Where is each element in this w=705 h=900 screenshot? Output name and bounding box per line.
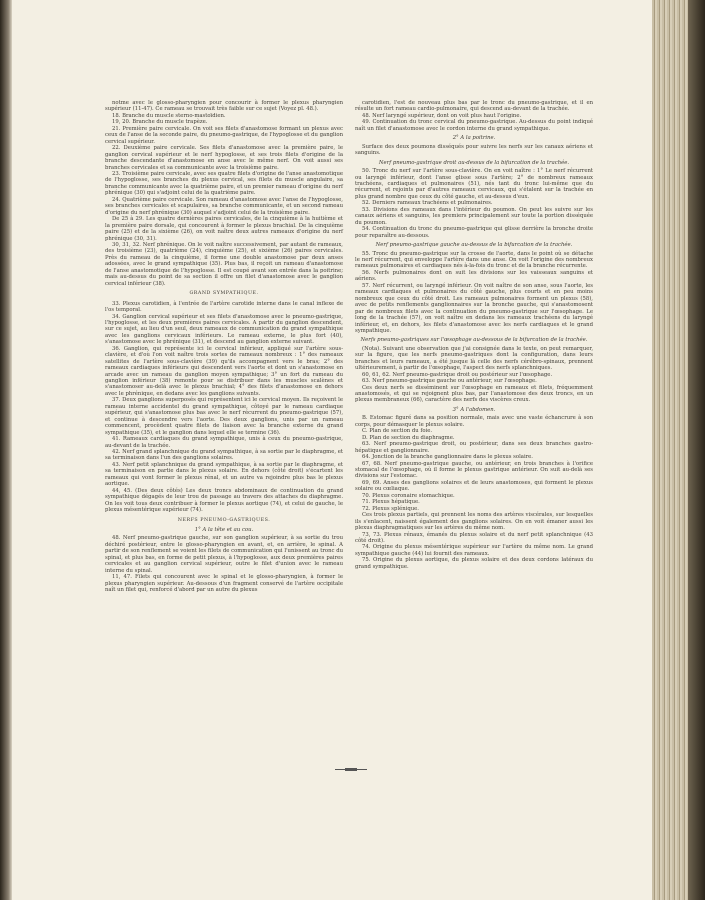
section-heading: NERFS PNEUMO-GASTRIQUES. — [177, 517, 271, 523]
paragraph: Ces deux nerfs se disséminent sur l'œsophage en rameaux et filets, fréquemment anastomosés, et qui se rejoignent plus bas, par l'anastomose des deux troncs, en un plexus membraneux (66), caractère des nerfs des viscères creux. — [355, 384, 593, 404]
section-heading: 2° A la poitrine. — [452, 135, 496, 142]
paragraph: 63. Nerf pneumo-gastrique gauche ou antérieur, sur l'œsophage. — [362, 378, 537, 385]
paragraph: C. Plan de section du foie. — [362, 428, 433, 435]
paragraph: 19, 20. Branche du muscle trapèze. — [112, 119, 208, 126]
paragraph: 54. Continuation du tronc du pneumo-gastrique qui glisse derrière la bronche droite pour reparaître au-dessous. — [355, 226, 593, 239]
paragraph: 64. Jonction de la branche ganglionnaire dans le plexus solaire. — [362, 454, 533, 461]
paragraph: 60, 61, 62. Nerf pneumo-gastrique droit ou postérieur sur l'œsophage. — [362, 371, 553, 378]
end-ornament-rule — [335, 769, 367, 770]
paragraph: D. Plan de section du diaphragme. — [362, 434, 455, 441]
paragraph: 69, 69. Anses des ganglions solaires et de leurs anastomoses, qui forment le plexus solaire ou cœliaque. — [355, 479, 593, 493]
paragraph: 71. Plexus hépatique. — [362, 499, 420, 506]
paragraph: 24. Quatrième paire cervicale. Son rameau d'anastomose avec l'anse de l'hypoglosse, ses branches cervicales et scapulaires, sa branche communicante, et un second rameau d'origine du nerf phrénique (30) auquel s'adjoint celui de la troisième paire. — [105, 196, 343, 216]
paragraph: 36. Ganglion, qui représente ici le cervical inférieur, appliqué sur l'artère sous-clavière, et d'où l'on voit naître trois sortes de rameaux nombreux : 1° des rameaux satellites de l'artère sous-clavière (39) qu'ils accompagnent vers le bras; 2° des rameaux cardiaques inférieurs qui descendent vers l'aorte et dont un s'anastomose en arcade avec un rameau du ganglion moyen sympathique; 3° un fort du rameau du ganglion inférieur (38) remonte pour se distribuer dans les muscles scalènes et s'anastomoser au-delà avec le plexus brachial; 4° des filets d'anastomose en dehors avec le phrénique, en dedans avec les ganglions suivants. — [105, 345, 343, 397]
paragraph: 56. Nerfs pulmonaires dont on suit les divisions sur les vaisseaux sanguins et aériens. — [355, 269, 593, 283]
paragraph: 18. Branche du muscle sterno-mastoïdien. — [112, 112, 226, 119]
paragraph: 11, 47. Filets qui concourent avec le spinal et le glosso-pharyngien, à former le plexus pharyngien supérieur. Au-dessous d'un fragment conservé de l'artère occipitale naît un filet qui, renforcé d'abord par un autre du plexus — [105, 574, 343, 594]
left-text-column — [105, 100, 343, 594]
paragraph: 41. Rameaux cardiaques du grand sympathique, unis à ceux du pneumo-gastrique, au-devant de la trachée. — [105, 436, 343, 449]
paragraph: 75. Origine du plexus aortique, du plexus solaire et des deux cordons latéraux du grand sympathique. — [355, 557, 593, 570]
paragraph: 57. Nerf récurrent, ou laryngé inférieur. On voit naître de son anse, sous l'aorte, les rameaux cardiaques et pulmonaires du côté gauche, plus courts et en peu moins nombreux que ceux du côté droit. Les rameaux pulmonaires forment un plexus (58), avec de petits renflements ganglionnaires sur la bronche gauche, qui s'anastomosent par de nombreux filets avec la continuation du pneumo-gastrique sur l'œsophage. Le long de la trachée (57), on voit naître en dedans les rameaux trachéens du laryngé inférieur, et, en dehors, les filets d'anastomose avec les nerfs cardiaques et le grand sympathique. — [355, 282, 593, 334]
section-heading: Nerfs pneumo-gastriques sur l'œsophage au-dessous de la bifurcation de la trachée. — [360, 337, 588, 344]
paragraph: B. Estomac figuré dans sa position normale, mais avec une vaste échancrure à son corps, pour démasquer le plexus solaire. — [355, 415, 593, 428]
section-heading: 1° A la tête et au cou. — [194, 527, 254, 533]
paragraph: 43. Nerf petit splanchnique du grand sympathique, à sa sortie par le diaphragme, et sa terminaison en partie dans le plexus solaire. En dehors (côté droit) s'écartent les rameaux qui vont former le plexus rénal, et un autre va rejoindre plus bas le plexus aortique. — [105, 461, 343, 488]
book-cover-edge — [688, 0, 705, 900]
paragraph: 42. Nerf grand splanchnique du grand sympathique, à sa sortie par le diaphragme, et sa terminaison dans l'un des ganglions solaires. — [105, 449, 343, 462]
paragraph: 49. Continuation du tronc cervical du pneumo-gastrique. Au-dessus du point indiqué naît un filet d'anastomose avec le cordon interne du grand sympathique. — [355, 119, 593, 132]
section-heading: Nerf pneumo-gastrique droit au-dessus de la bifurcation de la trachée. — [378, 159, 570, 166]
paragraph: (Nota). Suivant une observation que j'ai consignée dans le texte, on peut remarquer, sur la figure, que les nerfs pneumo-gastriques dont la configuration, dans leurs branches et leurs rameaux, a été jusque là celle des nerfs cérébro-spinaux, prennent ultérieurement, à partir de l'œsophage, l'aspect des nerfs splanchniques. — [355, 345, 593, 372]
binding-gutter — [0, 0, 12, 900]
paragraph: 34. Ganglion cervical supérieur et ses filets d'anastomose avec le pneumo-gastrique, l'hypoglosse, et les deux premières paires cervicales. A partir du ganglion descendent, sur ce sujet, au lieu d'un seul, deux rameaux de communication du grand sympathique avec les ganglions cervicaux inférieurs. Le rameau externe, le plus fort (40), s'anastomose avec le phrénique (31), et descend au ganglion externe suivant. — [105, 313, 343, 346]
paragraph: 23. Troisième paire cervicale, avec ses quatre filets d'origine de l'anse anastomotique de l'hypoglosse, ses branches du plexus cervical, ses filets du muscle angulaire, sa branche communicante avec la quatrième paire, et un premier rameau d'origine du nerf phrénique (30) qui s'adjoint celui de la quatrième paire. — [105, 170, 343, 197]
section-heading: GRAND SYMPATHIQUE. — [189, 291, 259, 297]
paragraph: 37. Deux ganglions superposés qui représentent ici le cervical moyen. Ils reçoivent le rameau interne accidentel du grand sympathique, côtoyé par le rameau cardiaque supérieur, qui s'anastomose plus bas avec le nerf récurrent du pneumo-gastrique (57), et continue à descendre vers l'aorte. Des deux ganglions, unis par un rameau commencent, procèdent quatre filets de liaison avec la branche externe du grand sympathique (35), et le ganglion dans lequel elle se termine (36). — [105, 397, 343, 436]
paragraph: 53. Divisions des rameaux dans l'intérieur du poumon. On peut les suivre sur les canaux aériens et sanguins, les premiers principalement sur toute la portion disséquée du poumon. — [355, 206, 593, 226]
paragraph: 50. Tronc du nerf sur l'artère sous-clavière. On en voit naître : 1° Le nerf récurrent ou laryngé inférieur, dont l'anse glisse sous l'artère; 2° de nombreux rameaux trachéens, cardiaques et pulmonaires (51), nés tant du tronc lui-même que du récurrent, et rejoints par d'autres rameaux cervicaux, qui s'étalent sur la trachée en plus grand nombre que ceux du côté gauche, et au-dessus d'eux. — [355, 168, 593, 200]
section-heading: Nerf pneumo-gastrique gauche au-dessus de la bifurcation de la trachée. — [375, 242, 573, 249]
paragraph: 73, 73. Plexus rénaux, émanés du plexus solaire et du nerf petit splanchnique (43 côté droit). — [355, 531, 593, 544]
paragraph: notme avec le glosso-pharyngien pour concourir à former le plexus pharyngien supérieur (11-47). Ce rameau se trouvait très faible sur ce sujet (Voyez pl. 48.). — [105, 100, 343, 113]
paragraph: Ces trois plexus partiels, qui prennent les noms des artères viscérales, sur lesquelles ils s'enlacent, naissent également des ganglions solaires. On en voit émaner aussi les plexus diaphragmatiques sur les artères du même nom. — [355, 512, 593, 532]
paragraph: 55. Tronc du pneumo-gastrique sur la crosse de l'aorte, dans le point où se détache le nerf récurrent, qui enveloppe l'artère dans une anse. On voit l'origine des nombreux rameaux pulmonaires et cardiaques nés à-la-fois du tronc et de la branche récurrente. — [355, 250, 593, 270]
paragraph: 30, 31, 32. Nerf phrénique. On le voit naître successivement, par autant de rameaux, des troisième (23), quatrième (24), cinquième (25), et sixième (26) paires cervicales. Près du rameau de la cinquième, il forme une double anastomose par deux anses adossées, avec le grand sympathique (35). Plus bas, il reçoit un rameau d'anastomose de l'anse anastomotique de l'hypoglosse. Il est coupé avant son entrée dans la poitrine; mais au-dessus du point de sa section il offre un filet d'anastomose avec le ganglion cervical inférieur (38). — [105, 241, 343, 287]
paragraph: 72. Plexus splénique. — [362, 505, 419, 512]
paragraph: 70. Plexus coronaire stomachique. — [362, 492, 455, 499]
paragraph: 67, 68. Nerf pneumo-gastrique gauche, ou antérieur, en trois branches à l'orifice stomacal de l'œsophage, où il forme le plexus gastrique antérieur. On suit au-delà ses divisions sur l'estomac. — [355, 460, 593, 480]
paragraph: Surface des deux poumons disséqués pour suivre les nerfs sur les canaux aériens et sanguins. — [355, 143, 593, 157]
paragraph: carotidien, l'est de nouveau plus bas par le tronc du pneumo-gastrique, et il en résulte un fort rameau cardio-pulmonaire, qui descend au-devant de la trachée. — [355, 100, 593, 113]
paragraph: 52. Derniers rameaux trachéens et pulmonaires. — [362, 200, 493, 207]
paragraph: 44, 45. (Des deux côtés) Les deux troncs abdominaux de continuation du grand sympathique dégagés de leur trou de passage au travers des attaches du diaphragme. On les voit tous deux contribuer à former le plexus aortique (74), et celui de gauche, le plexus mésentérique supérieur (74). — [105, 487, 343, 514]
paragraph: 63. Nerf pneumo-gastrique droit, ou postérieur, dans ses deux branches gastro-hépatique et ganglionnaire. — [355, 441, 593, 454]
paragraph: 74. Origine du plexus mésentérique supérieur sur l'artère du même nom. Le grand sympathique gauche (44) lui fournit des rameaux. — [355, 544, 593, 557]
right-text-column — [355, 100, 593, 570]
paragraph: De 25 à 29. Les quatre dernières paires cervicales, de la cinquième à la huitième et la première paire dorsale, qui concourent à former le plexus brachial. De la cinquième paire (25) et de la sixième (26), on voit naître deux autres rameaux d'origine du nerf phrénique (30, 31). — [105, 216, 343, 242]
paragraph: 21. Première paire cervicale. On voit ses filets d'anastomose formant un plexus avec ceux de l'anse de la seconde paire, du pneumo-gastrique, de l'hypoglosse et du ganglion cervical supérieur. — [105, 125, 343, 145]
section-heading: 3° A l'abdomen. — [452, 406, 496, 413]
paragraph: 48. Nerf pneumo-gastrique gauche, sur son ganglion supérieur, à sa sortie du trou déchiré postérieur, entre le glosso-pharyngien en avant, et, en arrière, le spinal. A partir de son renflement se voient les filets de communication qui l'unissent au tronc du spinal, et plus bas, en forme de petit plexus, à l'hypoglosse, aux deux premières paires cervicales et au ganglion cervical supérieur, outre le filet d'union avec le rameau interne du spinal. — [105, 535, 343, 574]
paragraph: 22. Deuxième paire cervicale. Ses filets d'anastomose avec la première paire, le ganglion cervical supérieur et le nerf hypoglosse, et ses trois filets d'origine de la branche descendante d'anastomose en anse avec le même nerf. On voit aussi ses branches cervicales et sa communicante avec la troisième paire. — [105, 145, 343, 171]
paragraph: 33. Plexus carotidien, à l'entrée de l'artère carotide interne dans le canal inflexe de l'os temporal. — [105, 300, 343, 314]
paragraph: 48. Nerf laryngé supérieur, dont on voit plus haut l'origine. — [362, 112, 522, 119]
